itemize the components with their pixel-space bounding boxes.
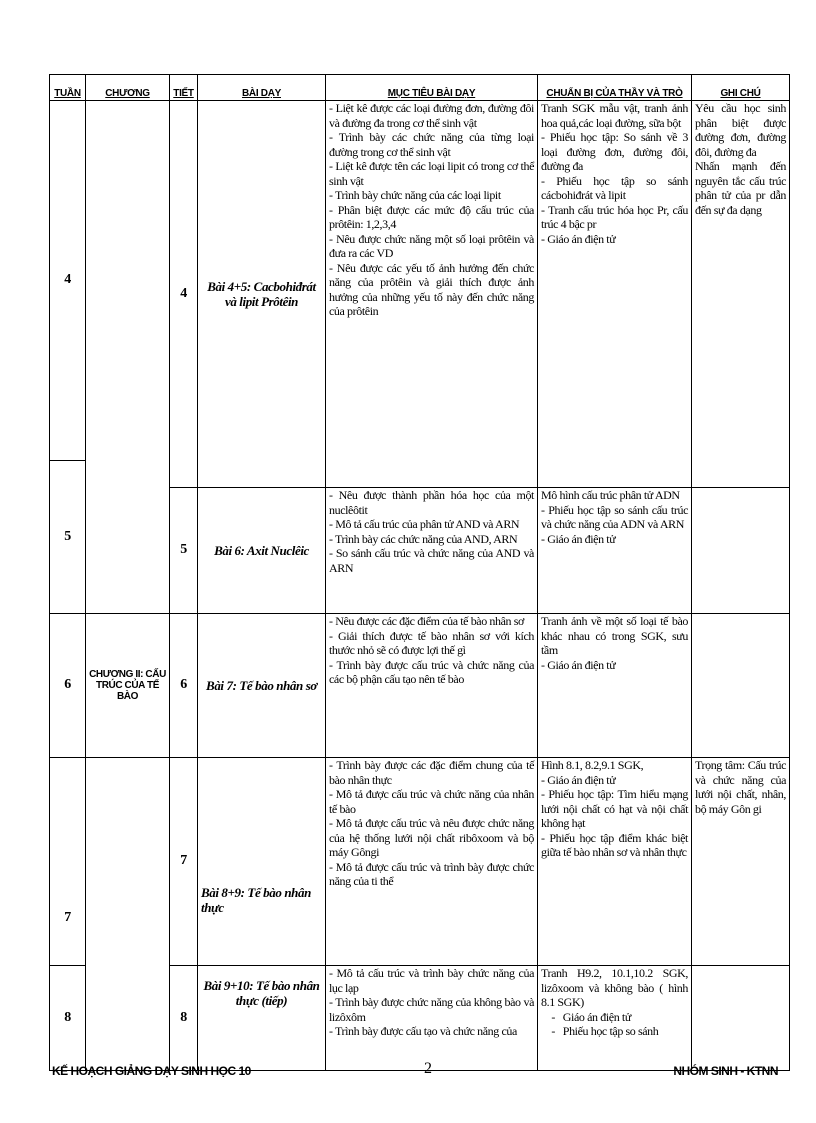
list-item: - So sánh cấu trúc và chức năng của AND và ARN <box>329 546 534 575</box>
list-item: - Giáo án điện tử <box>541 231 616 246</box>
chapter-cell: CHƯƠNG II: CẤU TRÚC CỦA TẾ BÀO <box>86 614 170 758</box>
teaching-plan-table <box>49 74 790 1071</box>
lesson-cell: Bài 4+5: Cacbohiđrát và lipit Prôtêin <box>198 101 326 488</box>
header-period: TIẾT <box>170 75 198 101</box>
period-cell: 5 <box>170 488 198 614</box>
list-item: - Phân biệt được các mức độ cấu trúc của prôtêin: 1,2,3,4 <box>329 202 534 231</box>
list-item: Tranh SGK mẫu vật, tranh ảnh hoa quả,các loại đường, sữa bột <box>541 101 688 130</box>
list-item: Nhấn mạnh đến nguyên tắc cấu trúc phân tử của pr dẫn đến sự đa dạng <box>695 159 786 217</box>
header-objectives: MỤC TIÊU BÀI DẠY <box>326 75 538 101</box>
period-cell: 6 <box>170 614 198 758</box>
list-item: - Trình bày các chức năng của AND, ARN <box>329 531 518 546</box>
preparation-cell <box>538 614 692 758</box>
list-item: Trọng tâm: Cấu trúc và chức năng của lưới nội chất, nhân, bộ máy Gôn gi <box>695 758 786 816</box>
period-cell: 8 <box>170 966 198 1071</box>
table-row <box>50 614 790 758</box>
lesson-cell: Bài 9+10: Tế bào nhân thực (tiếp) <box>198 966 326 1071</box>
chapter-cell <box>86 101 170 614</box>
period-cell: 4 <box>170 101 198 488</box>
page-number: 2 <box>424 1060 432 1077</box>
preparation-cell <box>538 101 692 488</box>
list-item: - Giáo án điện tử <box>541 657 616 672</box>
list-item: - Giáo án điện tử <box>541 1009 631 1024</box>
list-item: - Nêu được các đặc điểm của tế bào nhân sơ <box>329 614 524 628</box>
chapter-cell <box>86 758 170 1071</box>
preparation-cell <box>538 758 692 966</box>
list-item: - Giáo án điện tử <box>541 772 616 787</box>
objectives-list <box>329 966 534 1039</box>
lesson-cell: Bài 8+9: Tế bào nhân thực <box>198 758 326 966</box>
header-preparation: CHUẨN BỊ CỦA THẦY VÀ TRÒ <box>538 75 692 101</box>
objectives-list <box>329 488 534 575</box>
notes-cell <box>692 614 790 758</box>
footer-title: KẾ HOẠCH GIẢNG DẠY SINH HỌC 10 <box>52 1064 251 1078</box>
header-chapter: CHƯƠNG <box>86 75 170 101</box>
lesson-cell: Bài 7: Tế bào nhân sơ <box>198 614 326 758</box>
table-header-row <box>50 75 790 101</box>
preparation-list <box>541 488 688 546</box>
list-item: Mô hình cấu trúc phân tử ADN <box>541 488 680 502</box>
preparation-list <box>541 614 688 672</box>
week-cell: 5 <box>50 461 86 614</box>
list-item: - Mô tả được cấu trúc và trình bày được chức năng của ti thể <box>329 859 534 888</box>
objectives-cell <box>326 614 538 758</box>
preparation-list <box>541 758 688 860</box>
week-cell: 4 <box>50 101 86 461</box>
notes-cell <box>692 488 790 614</box>
list-item: - Tranh cấu trúc hóa học Pr, cấu trúc 4 bậc pr <box>541 202 688 231</box>
list-item: - Trình bày được các đặc điểm chung của tế bào nhân thực <box>329 758 534 787</box>
list-item: - Mô tả được cấu trúc và nêu được chức năng của hệ thống lưới nội chất ribôxoom và bộ máy Gôngi <box>329 816 534 859</box>
header-notes: GHI CHÚ <box>692 75 790 101</box>
notes-cell <box>692 101 790 488</box>
list-item: - Mô tả cấu trúc và trình bày chức năng của lục lạp <box>329 966 534 995</box>
lesson-cell: Bài 6: Axit Nuclêic <box>198 488 326 614</box>
objectives-list <box>329 101 534 319</box>
list-item: - Phiếu học tập so sánh cácbohiđrát và lipit <box>541 173 688 202</box>
objectives-cell <box>326 101 538 488</box>
list-item: Hình 8.1, 8.2,9.1 SGK, <box>541 758 644 772</box>
week-cell: 6 <box>50 614 86 758</box>
header-lesson: BÀI DẠY <box>198 75 326 101</box>
list-item: - Nêu được chức năng một số loại prôtêin và đưa ra các VD <box>329 231 534 260</box>
list-item: Tranh H9.2, 10.1,10.2 SGK, lizôxoom và không bào ( hình 8.1 SGK) <box>541 966 688 1009</box>
table-row <box>50 101 790 461</box>
table-row <box>50 758 790 966</box>
list-item: - Mô tả được cấu trúc và chức năng của nhân tế bào <box>329 787 534 816</box>
footer-group: NHÓM SINH - KTNN <box>673 1064 778 1078</box>
list-item: - Trình bày được chức năng của không bào và lizôxôm <box>329 995 534 1024</box>
list-item: - Mô tả cấu trúc của phân tử AND và ARN <box>329 517 520 531</box>
list-item: - Phiếu học tập so sánh <box>541 1024 659 1038</box>
list-item: - Phiếu học tập so sánh cấu trúc và chức năng của ADN và ARN <box>541 502 688 531</box>
week-cell: 8 <box>50 966 86 1071</box>
header-week: TUẦN <box>50 75 86 101</box>
objectives-list <box>329 758 534 889</box>
list-item: - Trình bày chức năng của các loại lipit <box>329 188 501 202</box>
notes-list <box>695 101 786 217</box>
list-item: Yêu cầu học sinh phân biệt được đường đơn, đường đôi, đường đa <box>695 101 786 159</box>
week-cell: 7 <box>50 758 86 966</box>
list-item: - Giải thích được tế bào nhân sơ với kích thước nhỏ sẽ có được lợi thế gì <box>329 628 534 657</box>
list-item: - Phiếu học tập: So sánh về 3 loại đường đơn, đường đôi, đường đa <box>541 130 688 173</box>
list-item: Tranh ảnh về một số loại tế bào khác nhau có trong SGK, sưu tầm <box>541 614 688 657</box>
period-cell: 7 <box>170 758 198 966</box>
list-item: - Phiếu học tập điểm khác biệt giữa tế bào nhân sơ và nhân thực <box>541 830 688 859</box>
objectives-cell <box>326 966 538 1071</box>
preparation-list <box>541 966 688 1039</box>
list-item: - Giáo án điện tử <box>541 531 616 546</box>
list-item: - Trình bày các chức năng của từng loại đường trong cơ thể sinh vật <box>329 130 534 159</box>
list-item: - Trình bày được cấu trúc và chức năng của các bộ phận cấu tạo nên tế bào <box>329 657 534 686</box>
list-item: - Phiếu học tập: Tìm hiểu mạng lưới nội chất có hạt và nội chất không hạt <box>541 787 688 830</box>
preparation-cell <box>538 488 692 614</box>
objectives-cell <box>326 758 538 966</box>
notes-cell <box>692 966 790 1071</box>
list-item: - Trình bày được cấu tạo và chức năng của <box>329 1024 517 1038</box>
notes-list <box>695 758 786 816</box>
objectives-list <box>329 614 534 687</box>
list-item: - Nêu được các yếu tố ảnh hưởng đến chức năng của prôtêin và giải thích được ảnh hưởng của những yếu tố này đến chức năng của prôtêin <box>329 260 534 318</box>
preparation-list <box>541 101 688 246</box>
list-item: - Liệt kê được các loại đường đơn, đường đôi và đường đa trong cơ thể sinh vật <box>329 101 534 130</box>
list-item: - Nêu được thành phần hóa học của một nuclêôtit <box>329 488 534 517</box>
list-item: - Liệt kê được tên các loại lipit có trong cơ thể sinh vật <box>329 159 534 188</box>
preparation-cell <box>538 966 692 1071</box>
objectives-cell <box>326 488 538 614</box>
notes-cell <box>692 758 790 966</box>
